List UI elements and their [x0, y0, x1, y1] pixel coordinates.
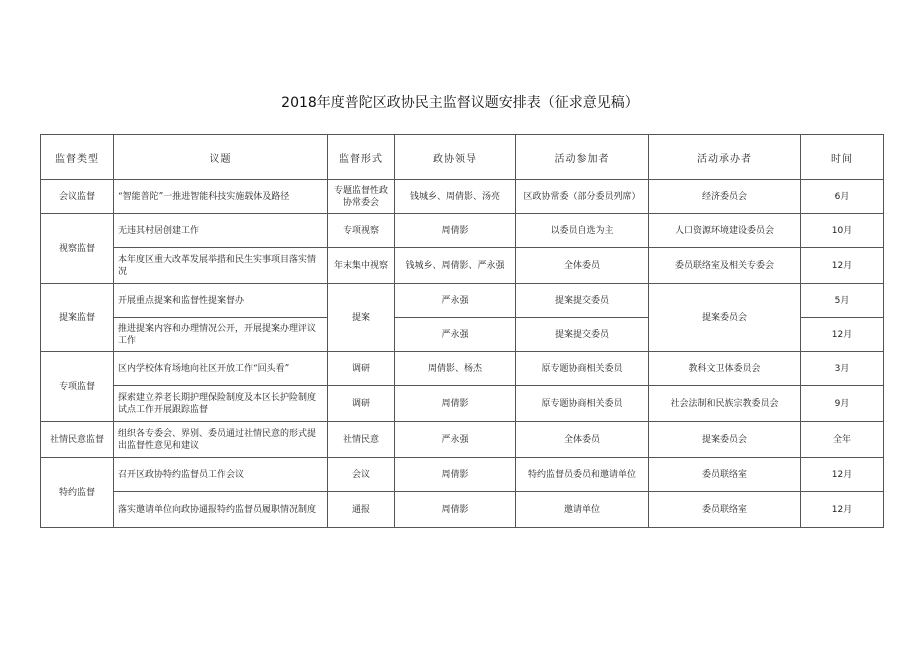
organizer-cell: 社会法制和民族宗教委员会	[649, 386, 801, 422]
table-row	[41, 248, 884, 284]
document-title: 2018年度普陀区政协民主监督议题安排表（征求意见稿）	[281, 95, 639, 111]
organizer-cell: 提案委员会	[649, 284, 801, 352]
topic-cell: 开展重点提案和监督性提案督办	[114, 284, 328, 318]
header-cell: 时间	[801, 135, 884, 180]
time-cell: 9月	[801, 386, 884, 422]
table-row	[41, 352, 884, 386]
organizer-cell: 经济委员会	[649, 180, 801, 214]
category-cell: 视察监督	[41, 214, 114, 284]
header-cell: 政协领导	[395, 135, 516, 180]
category-cell: 特约监督	[41, 458, 114, 528]
form-cell: 专题监督性政协常委会	[328, 180, 395, 214]
category-cell: 社情民意监督	[41, 422, 114, 458]
time-cell: 12月	[801, 248, 884, 284]
topic-cell: “智能普陀”一推进智能科技实施载体及路径	[114, 180, 328, 214]
participants-cell: 特约监督员委员和邀请单位	[516, 458, 649, 492]
leader-cell: 钱城乡、周倩影、汤亮	[395, 180, 516, 214]
topic-cell: 无违其村居创建工作	[114, 214, 328, 248]
topic-cell: 探索建立养老长期护理保险制度及本区长护险制度试点工作开展跟踪监督	[114, 386, 328, 422]
time-cell: 10月	[801, 214, 884, 248]
table-row	[41, 284, 884, 318]
leader-cell: 周倩影	[395, 492, 516, 528]
table-row	[41, 180, 884, 214]
organizer-cell: 委员联络室及相关专委会	[649, 248, 801, 284]
topic-cell: 落实邀请单位向政协通报特约监督员履职情况制度	[114, 492, 328, 528]
leader-cell: 周倩影	[395, 386, 516, 422]
category-cell: 会议监督	[41, 180, 114, 214]
form-cell: 会议	[328, 458, 395, 492]
form-cell: 专项视察	[328, 214, 395, 248]
time-cell: 全年	[801, 422, 884, 458]
form-cell: 年末集中视察	[328, 248, 395, 284]
topic-cell: 区内学校体育场地向社区开放工作“回头看”	[114, 352, 328, 386]
participants-cell: 原专题协商相关委员	[516, 352, 649, 386]
category-cell: 提案监督	[41, 284, 114, 352]
participants-cell: 原专题协商相关委员	[516, 386, 649, 422]
topic-cell: 本年度区重大改革发展举措和民生实事项目落实情况	[114, 248, 328, 284]
leader-cell: 周倩影	[395, 214, 516, 248]
form-cell: 社情民意	[328, 422, 395, 458]
leader-cell: 严永强	[395, 422, 516, 458]
participants-cell: 全体委员	[516, 248, 649, 284]
time-cell: 5月	[801, 284, 884, 318]
table-row	[41, 386, 884, 422]
participants-cell: 区政协常委（部分委员列席）	[516, 180, 649, 214]
time-cell: 12月	[801, 318, 884, 352]
table-header-row	[41, 135, 884, 180]
organizer-cell: 提案委员会	[649, 422, 801, 458]
header-cell: 活动承办者	[649, 135, 801, 180]
time-cell: 12月	[801, 492, 884, 528]
participants-cell: 提案提交委员	[516, 318, 649, 352]
supervision-schedule-table	[40, 134, 884, 528]
table-row	[41, 214, 884, 248]
leader-cell: 严永强	[395, 284, 516, 318]
participants-cell: 全体委员	[516, 422, 649, 458]
topic-cell: 召开区政协特约监督员工作会议	[114, 458, 328, 492]
time-cell: 12月	[801, 458, 884, 492]
table-row	[41, 492, 884, 528]
participants-cell: 提案提交委员	[516, 284, 649, 318]
topic-cell: 推进提案内容和办理情况公开，开展提案办理评议工作	[114, 318, 328, 352]
header-cell: 活动参加者	[516, 135, 649, 180]
form-cell: 提案	[328, 284, 395, 352]
header-cell: 议题	[114, 135, 328, 180]
participants-cell: 邀请单位	[516, 492, 649, 528]
time-cell: 6月	[801, 180, 884, 214]
form-cell: 调研	[328, 352, 395, 386]
organizer-cell: 委员联络室	[649, 458, 801, 492]
topic-cell: 组织各专委会、界别、委员通过社情民意的形式提出监督性意见和建议	[114, 422, 328, 458]
header-cell: 监督类型	[41, 135, 114, 180]
form-cell: 调研	[328, 386, 395, 422]
leader-cell: 严永强	[395, 318, 516, 352]
participants-cell: 以委员自选为主	[516, 214, 649, 248]
time-cell: 3月	[801, 352, 884, 386]
table-row	[41, 458, 884, 492]
header-cell: 监督形式	[328, 135, 395, 180]
table-row	[41, 422, 884, 458]
organizer-cell: 人口资源环境建设委员会	[649, 214, 801, 248]
organizer-cell: 委员联络室	[649, 492, 801, 528]
leader-cell: 钱城乡、周倩影、严永强	[395, 248, 516, 284]
organizer-cell: 教科文卫体委员会	[649, 352, 801, 386]
leader-cell: 周倩影、杨杰	[395, 352, 516, 386]
form-cell: 通报	[328, 492, 395, 528]
leader-cell: 周倩影	[395, 458, 516, 492]
category-cell: 专项监督	[41, 352, 114, 422]
